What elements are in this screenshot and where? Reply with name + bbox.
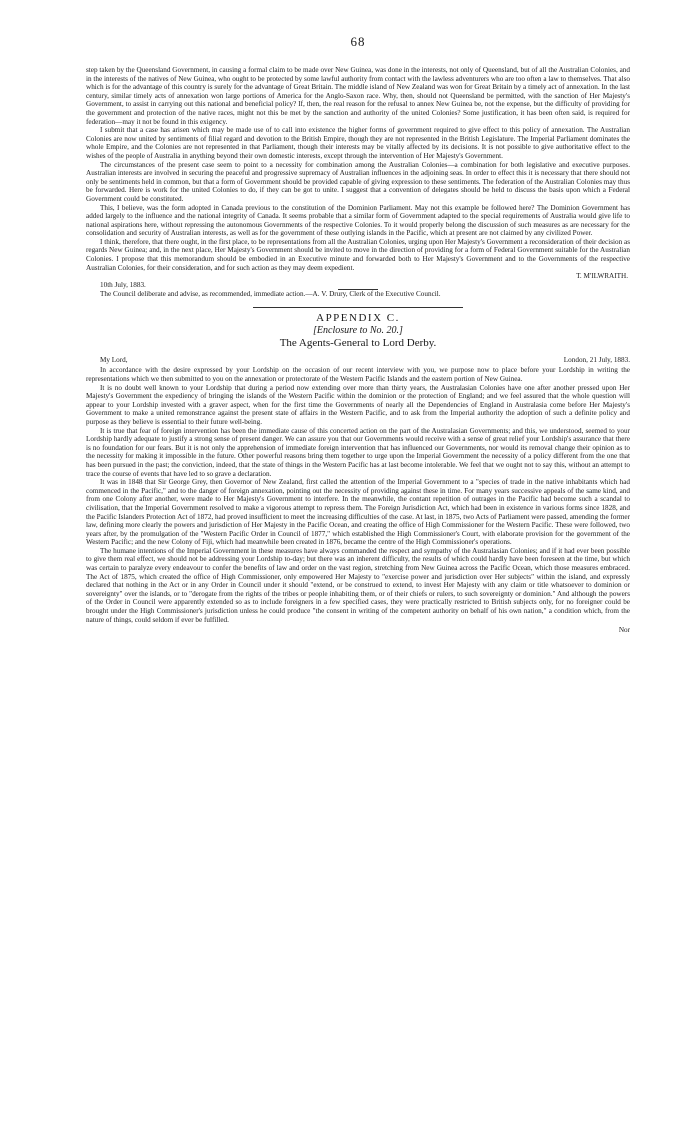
salutation-line xyxy=(86,356,630,365)
appendix-paragraph: In accordance with the desire expressed by your Lordship on the occasion of our recent interview with you, we purpose now to place before your Lordship in writing the representations which we then submitted to you on the annexation or protectorate of the Western Pacific Islands and the eastern portion of New Guinea. xyxy=(86,366,630,383)
body-text xyxy=(86,66,630,635)
page-number: 68 xyxy=(350,34,366,49)
letter-date: 10th July, 1883. xyxy=(100,280,146,289)
letter-paragraph: I submit that a case has arisen which may be made use of to call into existence the higher forms of government required to give effect to this policy of annexation. The Australian Colonies are now united by sentiments of filial regard and devotion to the British Empire, though they are not represented in the British Legislature. The Imperial Parliament dominates the whole Empire, and the Colonies are not represented in that Parliament, though their interests may be vitally affected by its decisions. It is not possible to give authoritative effect to the wishes of the people of Australia in anything beyond their own domestic interests, except through the intervention of Her Majesty's Government. xyxy=(86,126,630,160)
council-note: The Council deliberate and advise, as recommended, immediate action.—A. V. Drury, Clerk of the Executive Council. xyxy=(100,290,441,299)
letter-paragraph: step taken by the Queensland Government, in causing a formal claim to be made over New Guinea, was done in the interests, not only of Queensland, but of all the Australian Colonies, and in the interests of the natives of New Guinea, who ought to be protected by some lawful authority from contact with the lawless adventurers who are too often a law to themselves. That also which is for the advantage of this country is surely for the advantage of Great Britain. The middle island of New Zealand was won for Great Britain by a timely act of annexation. In the last century, similar timely acts of annexation won large portions of America for the Anglo-Saxon race. Why, then, should not Queensland be permitted, with the sanction of Her Majesty's Government, to assist in carrying out this national and beneficial policy? If, then, the real reason for the refusal to annex New Guinea be, not the expense, but the difficulty of providing for the government and protection of the native races, might not this be met by the sanction and authority of the united Colonies? Some justification, it has been often said, is required for federation—may it not be found in this exigency. xyxy=(86,66,630,126)
enclosure-label: [Enclosure to No. 20.] xyxy=(313,324,403,336)
appendix-paragraph: It is no doubt well known to your Lordship that during a period now extending over more than thirty years, the Australasian Colonies have one after another pressed upon Her Majesty's Government the expediency of bringing the islands of the Western Pacific within the dominion or the protection of England; and we feel assured that the whole question will appear to your Lordship invested with a graver aspect, when for the first time the Governments of nearly all the Dependencies of England in Australasia come before Her Majesty's Government to make a united remonstrance against the present state of affairs in the Western Pacific, and to ask from the Imperial authority the adoption of such a definite policy and purpose as they believe is essential to their future well-being. xyxy=(86,383,630,426)
place-date: London, 21 July, 1883. xyxy=(563,355,630,364)
appendix-title: APPENDIX C. xyxy=(316,312,400,325)
letter-paragraph: This, I believe, was the form adopted in Canada previous to the constitution of the Dominion Parliament. May not this example be followed here? The Dominion Government has added largely to the influence and the national integrity of Canada. It seems probable that a similar form of Government adapted to the special requirements of Australia would give life to national aspirations here, without repressing the autonomous Governments of the respective Colonies. To it would properly belong the discussion of such measures as are necessary for the consolidation and security of Australian interests, as well as for the government of these outlying islands in the Pacific, which at present are not claimed by any civilized Power. xyxy=(86,203,630,238)
appendix-paragraph: It is true that fear of foreign intervention has been the immediate cause of this concerted action on the part of the Australasian Governments; and this, we understood, seemed to your Lordship hardly adequate to justify a strong sense of present danger. We can assure you that our Governments would receive with a sense of great relief your Lordship's assurance that there is no foundation for our fears. But it is not only the apprehension of immediate foreign intervention that has influenced our Governments, nor would its removal change their opinion as to the necessity for making it impossible in the future. Other powerful reasons bring them together to urge upon the Imperial Government the necessity of a policy different from the one that has been pursued in the past; the conviction, indeed, that the state of things in the Western Pacific has at last become intolerable. We feel that we ought not to say this, without an attempt to trace the course of events that have led to so grave a declaration. xyxy=(86,426,630,478)
letter-paragraph: The circumstances of the present case seem to point to a necessity for combination among the Australian Colonies—a combination for both legislative and executive purposes. Australian interests are involved in securing the peaceful and progressive supremacy of Australian influences in the adjoining seas. In order to effect this it is necessary that there should not only be sentiments held in common, but that a form of Government should be provided capable of giving expression to these sentiments. The federation of the Australian Colonies may thus be forwarded. Here is work for the united Colonies to do, if they can be got to unite. I suggest that a convention of delegates should be held to discuss the basis upon which a Federal Government could be constituted. xyxy=(86,160,630,203)
appendix-paragraph: The humane intentions of the Imperial Government in these measures have always commanded the respect and sympathy of the Australasian Colonies; and if it had ever been possible to give them real effect, we should not be addressing your Lordship to-day; but there was an inherent difficulty, the results of which could hardly have been foreseen at the time, but which was certain to paralyze every endeavour to confer the benefits of law and order on the vast region, stretching from New Guinea across the Pacific Ocean, which those measures embraced. The Act of 1875, which created the office of High Commissioner, only empowered Her Majesty to "exercise power and jurisdiction over Her subjects" within the island, and expressly declared that nothing in the Act or in any Order in Council under it should "extend, or be construed to extend, to invest Her Majesty with any claim or title whatsoever to dominion or sovereignty" over the islands, or to "derogate from the rights of the tribes or people inhabiting them, or of their chiefs or rulers, to such sovereignty or dominion." And although the powers of the Order in Council were apparently extended so as to include foreigners in a few specified cases, they were practically restricted to British subjects only, for no foreigner could be brought under the High Commissioner's jurisdiction unless he could produce "the consent in writing of the competent authority on behalf of his own nation," a condition which, from the nature of things, could seldom if ever be fulfilled. xyxy=(86,546,630,624)
signature: T. M'ILWRAITH. xyxy=(576,272,628,281)
divider xyxy=(253,307,463,308)
salutation: My Lord, xyxy=(100,355,128,364)
appendix-paragraph: It was in 1848 that Sir George Grey, then Governor of New Zealand, first called the attention of the Imperial Government to a "species of trade in the native inhabitants which had commenced in the Pacific," and to the danger of foreign annexation, pointing out the necessity of providing against these in time. For many years successive appeals of the same kind, and from one Colony after another, were made to Her Majesty's Government to interfere. In the meanwhile, the contant repetition of outrages in the Pacific had become such a scandal to civilisation, that the Imperial Government resolved to make a vigorous attempt to repress them. The Foreign Jurisdiction Act, which had been in existence in various forms since 1828, and the Pacific Islanders Protection Act of 1872, had proved insufficient to meet the increasing difficulties of the case. At last, in 1875, two Acts of Parliament were passed, amending the former law, defining more clearly the powers and jurisdiction of Her Majesty in the Pacific Ocean, and creating the office of High Commissioner for the Western Pacific. These were followed, two years after, by the promulgation of the "Western Pacific Order in Council of 1877," which established the High Commissioner's Court, with elaborate provision for the government of the Western Pacific; and the new Colony of Fiji, which had meanwhile been created in 1876, became the centre of the High Commissioner's operations. xyxy=(86,478,630,547)
document-page xyxy=(86,0,630,1131)
letter-heading: The Agents-General to Lord Derby. xyxy=(279,337,437,350)
letter-paragraph: I think, therefore, that there ought, in the first place, to be representations from all the Australian Colonies, urging upon Her Majesty's Government a reconsideration of their decision as regards New Guinea; and, in the next place, Her Majesty's Government should be invited to move in the direction of providing for a form of Federal Government suitable for the Australian Colonies. I propose that this memorandum should be embodied in an Executive minute and forwarded both to Her Majesty's Government and to the Governments of the respective Australian Colonies, for their consideration, and for such action as they may deem expedient. xyxy=(86,237,630,272)
catchword: Nor xyxy=(618,626,630,635)
